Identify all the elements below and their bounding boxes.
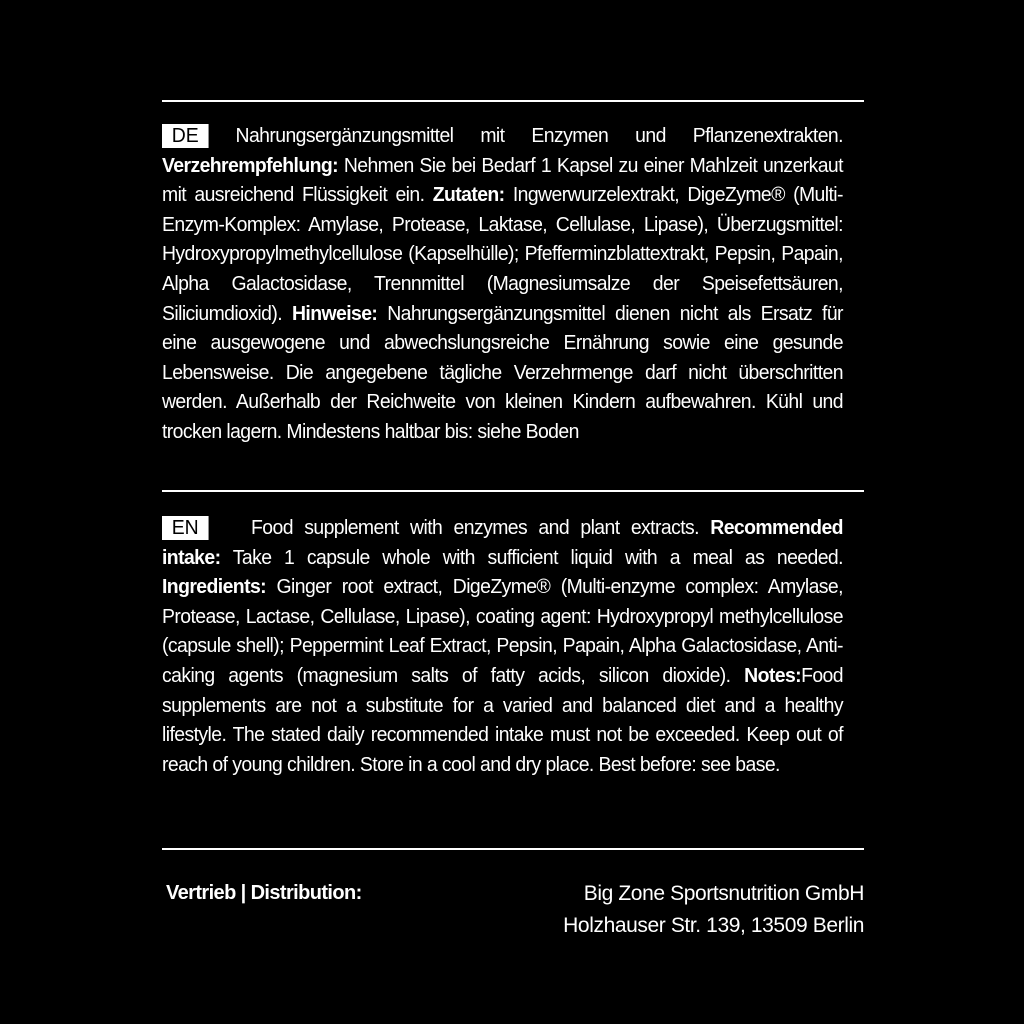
en-notes-text: Food supplements are not a substitute for a varied and balanced diet and a healthy lifestyle. The stated daily recommended intake must not be exceeded. Keep out of reach of young children. Store in a cool and dry place. Best before: see base. — [162, 664, 843, 776]
de-intro: Nahrungsergänzungsmittel mit Enzymen und Pflanzenextrakten. — [235, 125, 843, 147]
en-intake-label: Recommended intake: — [162, 517, 843, 569]
divider-bottom — [162, 848, 864, 850]
english-section — [162, 514, 843, 780]
de-intake-text: Nehmen Sie bei Bedarf 1 Kapsel zu einer Mahlzeit unzerkaut mit ausreichend Flüssigkeit ein. — [162, 154, 843, 207]
distributor-company: Big Zone Sportsnutrition GmbH — [583, 882, 864, 905]
en-ingredients-text: Ginger root extract, DigeZyme® (Multi-enzyme complex: Amylase, Protease, Lactase, Cellulase, Lipase), coating agent: Hydroxypropyl methylcellulose (capsule shell); Peppermint Leaf Extract, Pepsin, Papain, Alpha Galactosidase, Anti-caking agents (magnesium salts of fatty acids, silicon dioxide). — [162, 576, 843, 687]
de-ingredients-label: Zutaten: — [432, 184, 505, 207]
distribution-address-block — [563, 878, 864, 942]
en-ingredients-label: Ingredients: — [162, 576, 267, 599]
en-intake-text: Take 1 capsule whole with sufficient liquid with a meal as needed. — [232, 546, 843, 569]
german-section — [162, 122, 843, 448]
de-ingredients-text: Ingwerwurzelextrakt, DigeZyme® (Multi-Enzym-Komplex: Amylase, Protease, Laktase, Cellulase, Lipase), Überzugsmittel: Hydroxypropylmethylcellulose (Kapselhülle); Pfefferminzblattextrakt, Pepsin, Papain, Alpha Galactosidase, Trennmittel (Magnesiumsalze der Speisefettsäuren, Siliciumdioxid). — [162, 184, 843, 325]
en-intro: Food supplement with enzymes and plant extracts. — [251, 517, 699, 539]
distribution-label: Vertrieb | Distribution: — [166, 882, 362, 904]
de-notes-text: Nahrungsergänzungsmittel dienen nicht als Ersatz für eine ausgewogene und abwechslungsreiche Ernährung sowie eine gesunde Lebensweise. Die angegebene tägliche Verzehrmenge darf nicht überschritten werden. Außerhalb der Reichweite von kleinen Kindern aufbewahren. Kühl und trocken lagern. Mindestens haltbar bis: siehe Boden — [162, 302, 843, 443]
divider-middle — [162, 490, 864, 492]
de-notes-label: Hinweise: — [291, 302, 378, 325]
de-intake-label: Verzehrempfehlung: — [162, 154, 339, 177]
en-notes-label: Notes: — [744, 664, 802, 687]
distributor-address: Holzhauser Str. 139, 13509 Berlin — [563, 914, 864, 937]
language-badge-en: EN — [162, 516, 208, 540]
language-badge-de: DE — [162, 124, 208, 148]
divider-top — [162, 100, 864, 102]
